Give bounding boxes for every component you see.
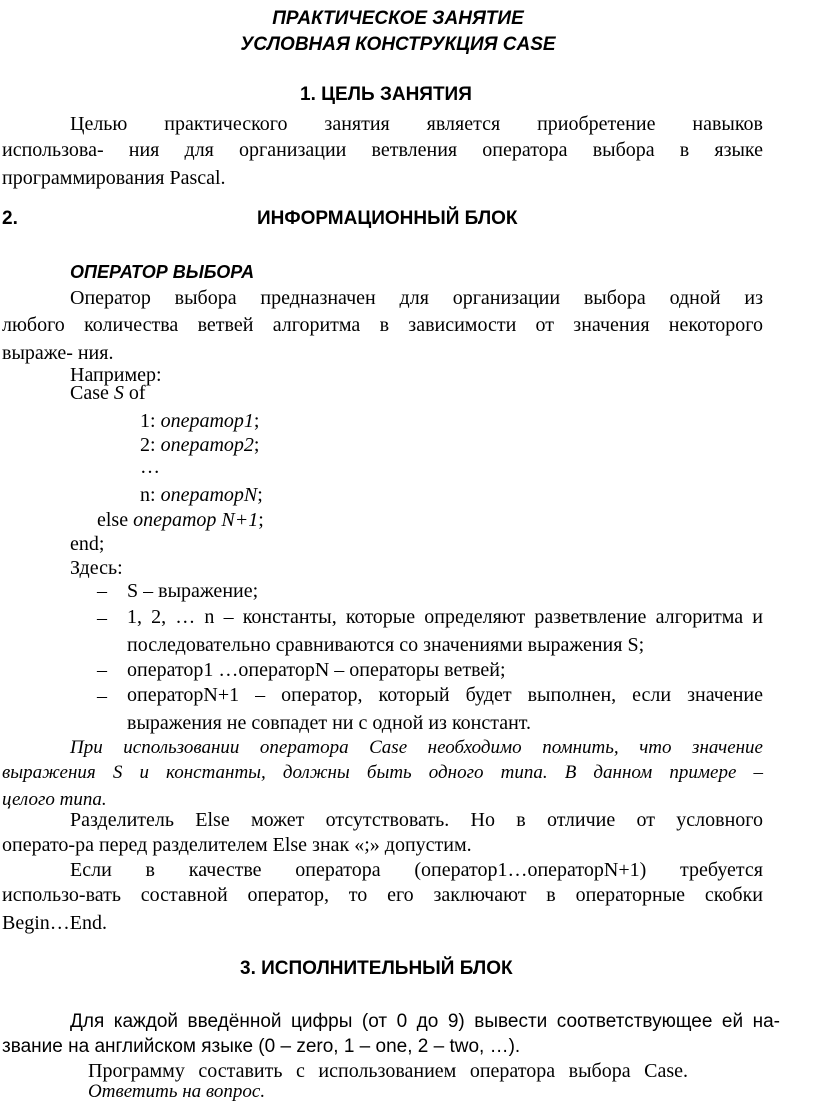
code-line-n [140, 484, 263, 507]
note-line-1: При использовании оператора Case необходимо помнить, что значение [70, 737, 763, 758]
example-label: Например: [70, 364, 162, 386]
section-1-line-2: использова- ния для организации ветвления оператора выбора в языке [2, 139, 763, 161]
code-semicolon: ; [258, 509, 264, 531]
list-dash: – [97, 607, 107, 629]
note-l1 [70, 734, 763, 762]
list-item-3: оператор1 …операторN – операторы ветвей; [127, 659, 506, 681]
code-operator-2: оператор2 [160, 434, 254, 456]
list-item-2 [127, 603, 763, 659]
operator-desc-line-2: любого количества ветвей алгоритма в зависимости от значения некоторого [2, 314, 763, 336]
list-item-2-line-1: 1, 2, … n – константы, которые определяют разветвление алгоритма и [127, 606, 763, 628]
section-3-heading: 3. ИСПОЛНИТЕЛЬНЫЙ БЛОК [240, 958, 513, 979]
section-1-paragraph [2, 136, 763, 192]
code-semicolon: ; [253, 434, 260, 456]
here-label: Здесь: [70, 557, 123, 579]
note-paragraph [2, 759, 763, 813]
section-1-paragraph-l1 [70, 110, 763, 138]
task-line-2: звание на английском языке (0 – zero, 1 – one, 2 – two, …). [2, 1036, 521, 1057]
code-line-case [70, 382, 146, 405]
list-dash: – [97, 580, 107, 602]
list-item-4 [127, 681, 763, 737]
section-1-line-3: программирования Pascal. [2, 167, 226, 189]
operator-description-l1 [70, 284, 763, 312]
list-item-2-line-2: последовательно сравниваются со значениями выражения S; [127, 634, 645, 656]
compound-line-1: Если в качестве оператора (оператор1…операторN+1) требуется [70, 859, 763, 881]
code-ellipsis: … [140, 456, 160, 478]
code-line-1 [140, 410, 259, 433]
code-label-n: n: [140, 484, 156, 506]
compound-paragraph [2, 881, 763, 937]
section-2-number: 2. [2, 208, 18, 229]
list-item-4-line-1: операторN+1 – оператор, который будет выполнен, если значение [127, 684, 763, 706]
code-label-2: 2: [140, 434, 156, 456]
answer-prompt: Ответить на вопрос. [88, 1081, 266, 1102]
else-line-1: Разделитель Else может отсутствовать. Но в отличие от условного [70, 809, 763, 831]
operator-desc-line-1: Оператор выбора предназначен для организации выбора одной из [70, 287, 763, 309]
section-2-heading: ИНФОРМАЦИОННЫЙ БЛОК [257, 208, 518, 229]
else-paragraph [2, 831, 763, 859]
note-line-2: выражения S и константы, должны быть одного типа. В данном примере – [2, 762, 763, 783]
program-line-text: Программу составить с использованием оператора выбора Case. [88, 1060, 688, 1082]
title-line-1: ПРАКТИЧЕСКОЕ ЗАНЯТИЕ [272, 8, 524, 29]
list-item-1: S – выражение; [127, 580, 259, 602]
note-line-3: целого типа. [2, 789, 107, 810]
code-line-2 [140, 434, 259, 457]
code-operator-n: операторN [160, 484, 258, 506]
list-item-4-line-2: выражения не совпадет ни с одной из констант. [127, 712, 532, 734]
section-1-line-1: Целью практического занятия является приобретение навыков [70, 113, 763, 135]
code-operator-1: оператор1 [160, 410, 254, 432]
task-l1 [70, 1008, 780, 1036]
compound-line-2: использо-вать составной оператор, то его заключают в операторные скобки [2, 884, 763, 906]
code-else-keyword: else [97, 509, 129, 531]
code-of-keyword: of [128, 382, 146, 404]
code-case-variable: S [113, 382, 124, 404]
title-line-2: УСЛОВНАЯ КОНСТРУКЦИЯ CASE [240, 34, 556, 55]
operator-subheading: ОПЕРАТОР ВЫБОРА [70, 262, 255, 282]
section-1-heading: 1. ЦЕЛЬ ЗАНЯТИЯ [300, 84, 472, 105]
operator-desc-line-3: выраже- ния. [2, 342, 114, 364]
list-dash: – [97, 685, 107, 707]
operator-description [2, 311, 763, 367]
compound-line-3: Begin…End. [2, 912, 107, 934]
code-line-end: end; [70, 533, 105, 555]
code-else-operator: оператор N+1 [133, 509, 259, 531]
code-case-keyword: Case [70, 382, 109, 404]
else-line-2: операто-ра перед разделителем Else знак «;» допустим. [2, 834, 472, 856]
compound-l1 [70, 856, 763, 884]
else-l1 [70, 806, 763, 834]
code-line-else [97, 509, 264, 532]
list-dash: – [97, 659, 107, 681]
code-semicolon: ; [253, 410, 260, 432]
code-label-1: 1: [140, 410, 156, 432]
task-line-1: Для каждой введённой цифры (от 0 до 9) вывести соответствующее ей на- [70, 1011, 780, 1032]
code-semicolon: ; [257, 484, 263, 506]
